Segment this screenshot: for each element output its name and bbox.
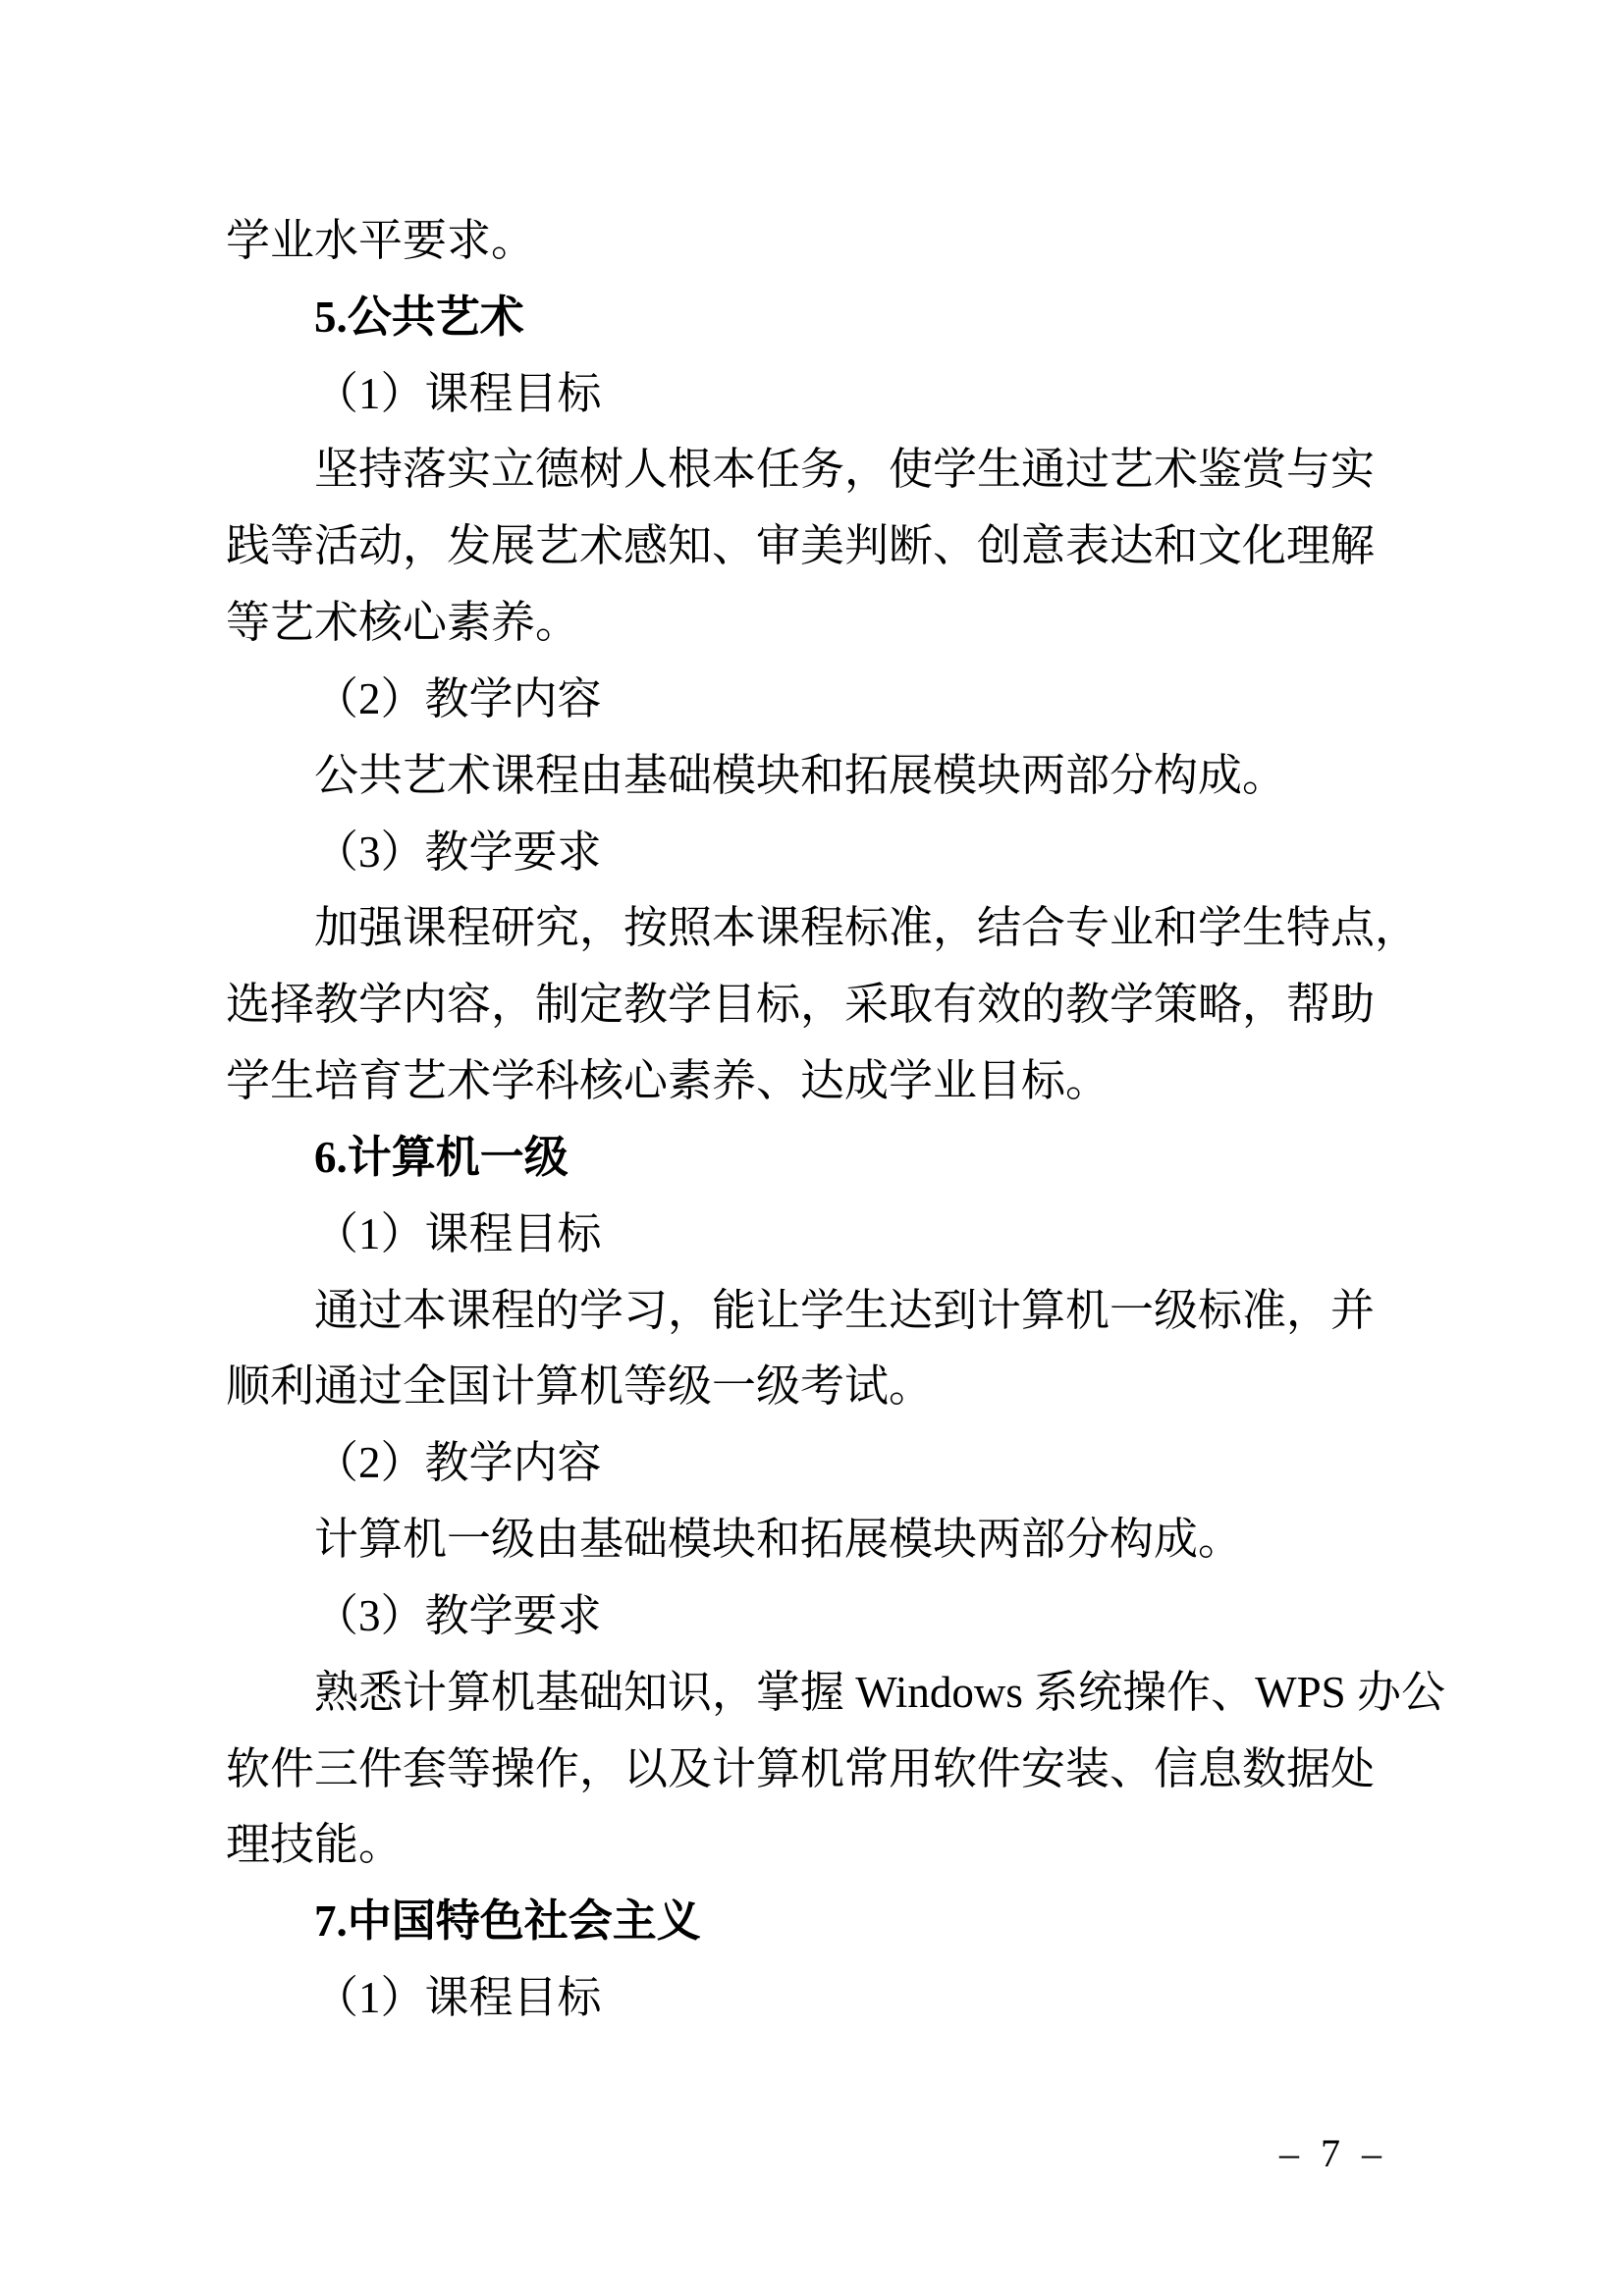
sub-heading: （3）教学要求 [314,1590,602,1640]
text-line: 公共艺术课程由基础模块和拓展模块两部分构成。 [314,750,1287,800]
text-line: 理技能。 [226,1820,404,1870]
text-line: 践等活动，发展艺术感知、审美判断、创意表达和文化理解 [226,521,1376,571]
sub-heading: （1）课程目标 [314,368,602,418]
text-line: 学生培育艺术学科核心素养、达成学业目标。 [226,1056,1110,1106]
text-line: 等艺术核心素养。 [226,598,580,648]
text-line: 坚持落实立德树人根本任务，使学生通过艺术鉴赏与实 [314,445,1376,495]
section-heading: 6.计算机一级 [314,1132,568,1182]
sub-heading: （2）教学内容 [314,673,602,723]
text-line: 计算机一级由基础模块和拓展模块两部分构成。 [314,1515,1243,1565]
section-heading: 7.中国特色社会主义 [314,1896,701,1947]
section-heading: 5.公共艺术 [314,292,524,342]
sub-heading: （2）教学内容 [314,1438,602,1488]
text-line: 通过本课程的学习，能让学生达到计算机一级标准，并 [314,1285,1376,1335]
text-line: 选择教学内容，制定教学目标，采取有效的教学策略，帮助 [226,980,1376,1030]
text-line: 软件三件套等操作，以及计算机常用软件安装、信息数据处 [226,1743,1376,1793]
text-line: 顺利通过全国计算机等级一级考试。 [226,1362,934,1412]
document-body [226,203,1445,2037]
sub-heading: （1）课程目标 [314,1973,602,2023]
text-line: 熟悉计算机基础知识，掌握 Windows 系统操作、WPS 办公 [314,1667,1445,1717]
page-number: – 7 – [1279,2131,1381,2175]
text-line: 学业水平要求。 [226,216,536,265]
text-line: 加强课程研究，按照本课程标准，结合专业和学生特点， [314,903,1420,953]
sub-heading: （3）教学要求 [314,827,602,877]
sub-heading: （1）课程目标 [314,1208,602,1258]
